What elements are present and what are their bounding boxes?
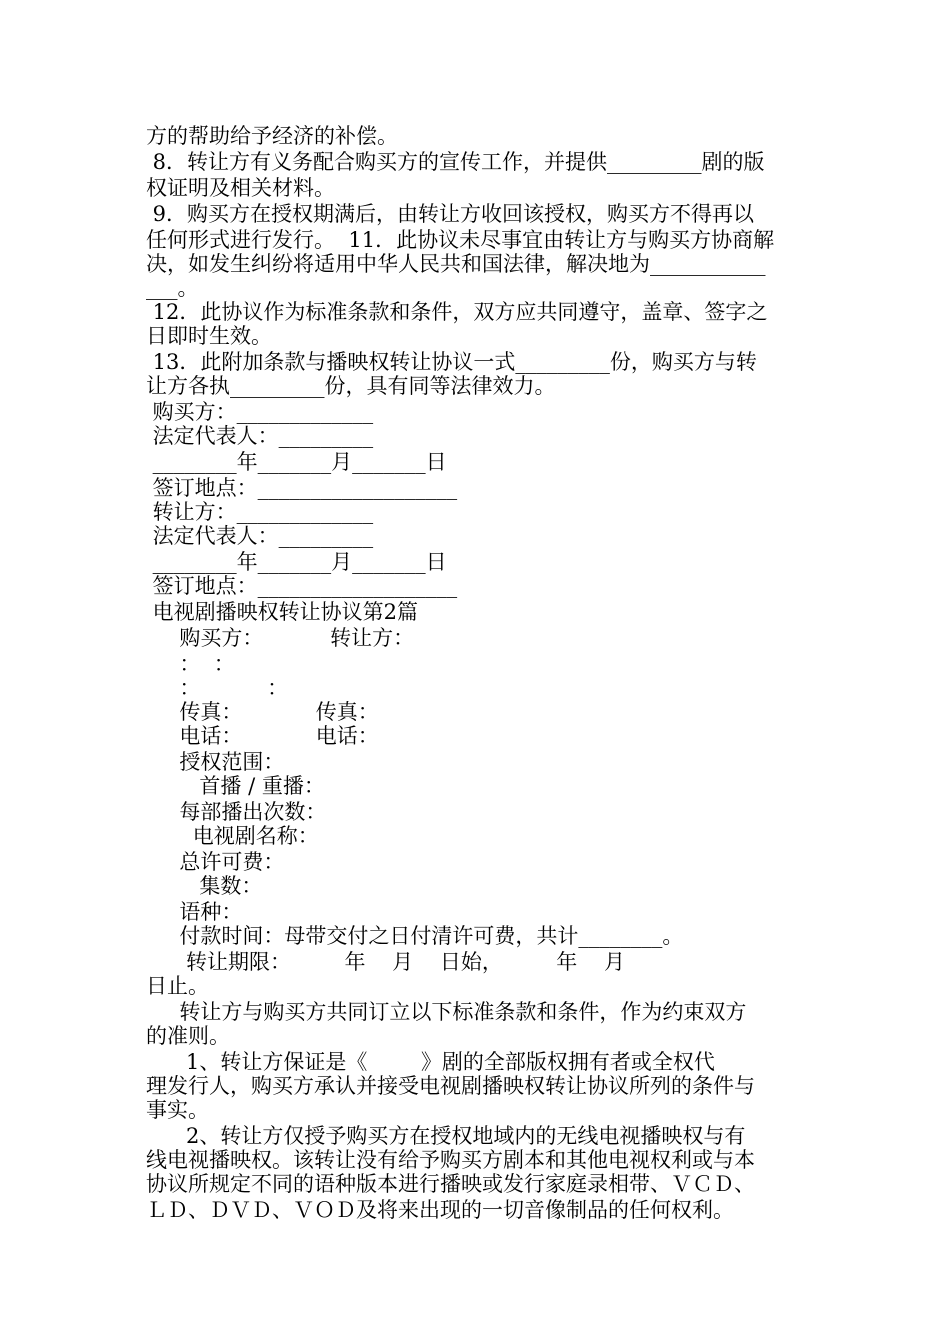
text-line: 9．购买方在授权期满后，由转让方收回该授权，购买方不得再以 (146, 202, 755, 226)
text-line: 方的帮助给予经济的补偿。 (146, 124, 398, 148)
text-line: 首播 / 重播： (146, 774, 325, 798)
text-line: 电视剧名称： (146, 824, 319, 848)
text-line: 付款时间：母带交付之日付清许可费，共计________。 (146, 924, 684, 948)
text-line: ＬＤ、ＤＶＤ、ＶＯＤ及将来出现的一切音像制品的任何权利。 (146, 1198, 734, 1222)
text-line: ： ： (146, 652, 235, 676)
signature-seller: 转让方：_____________ (146, 500, 374, 524)
signature-seller-date: ________年_______月_______日 (146, 550, 447, 574)
text-line: 1、转让方保证是《 》剧的全部版权拥有者或全权代 (146, 1050, 715, 1074)
text-line: 集数： (146, 874, 263, 898)
text-line: 2、转让方仅授予购买方在授权地域内的无线电视播映权与有 (146, 1124, 746, 1148)
text-line: 13．此附加条款与播映权转让协议一式_________份，购买方与转 (146, 350, 757, 374)
signature-buyer-rep: 法定代表人：_________ (146, 424, 374, 448)
text-line: 转让方与购买方共同订立以下标准条款和条件，作为约束双方 (146, 1000, 747, 1024)
text-line: ___。 (146, 276, 199, 300)
text-line: 的准则。 (146, 1024, 230, 1048)
signature-seller-rep: 法定代表人：_________ (146, 524, 374, 548)
signature-buyer-place: 签订地点：___________________ (146, 476, 458, 500)
text-line: 12．此协议作为标准条款和条件，双方应共同遵守，盖章、签字之 (146, 300, 768, 324)
signature-buyer-date: ________年_______月_______日 (146, 450, 447, 474)
text-line: 事实。 (146, 1098, 209, 1122)
text-line: 语种： (146, 900, 243, 924)
text-line: 购买方： 转让方： (146, 626, 415, 650)
text-line: 让方各执_________份，具有同等法律效力。 (146, 374, 556, 398)
signature-seller-place: 签订地点：___________________ (146, 574, 458, 598)
text-line: 协议所规定不同的语种版本进行播映或发行家庭录相带、ＶＣＤ、 (146, 1172, 755, 1196)
text-line: 决，如发生纠纷将适用中华人民共和国法律，解决地为___________ (146, 252, 766, 276)
text-line: 转让期限： 年 月 日始， 年 月 (146, 950, 625, 974)
text-line: 线电视播映权。该转让没有给予购买方剧本和其他电视权利或与本 (146, 1148, 755, 1172)
signature-buyer: 购买方：_____________ (146, 400, 374, 424)
text-line: 日止。 (146, 974, 209, 998)
text-line: 日即时生效。 (146, 324, 272, 348)
text-line: 电话： 电话： (146, 724, 379, 748)
text-line: 权证明及相关材料。 (146, 176, 335, 200)
text-line: 理发行人，购买方承认并接受电视剧播映权转让协议所列的条件与 (146, 1074, 755, 1098)
text-line: 总许可费： (146, 850, 285, 874)
section-heading: 电视剧播映权转让协议第2篇 (146, 600, 419, 624)
text-line: 8．转让方有义务配合购买方的宣传工作，并提供_________剧的版 (146, 150, 765, 174)
text-line: 每部播出次数： (146, 800, 327, 824)
text-line: 传真： 传真： (146, 700, 379, 724)
text-line: ： ： (146, 676, 289, 700)
text-line: 授权范围： (146, 750, 285, 774)
text-line: 任何形式进行发行。 11．此协议未尽事宜由转让方与购买方协商解 (146, 228, 775, 252)
